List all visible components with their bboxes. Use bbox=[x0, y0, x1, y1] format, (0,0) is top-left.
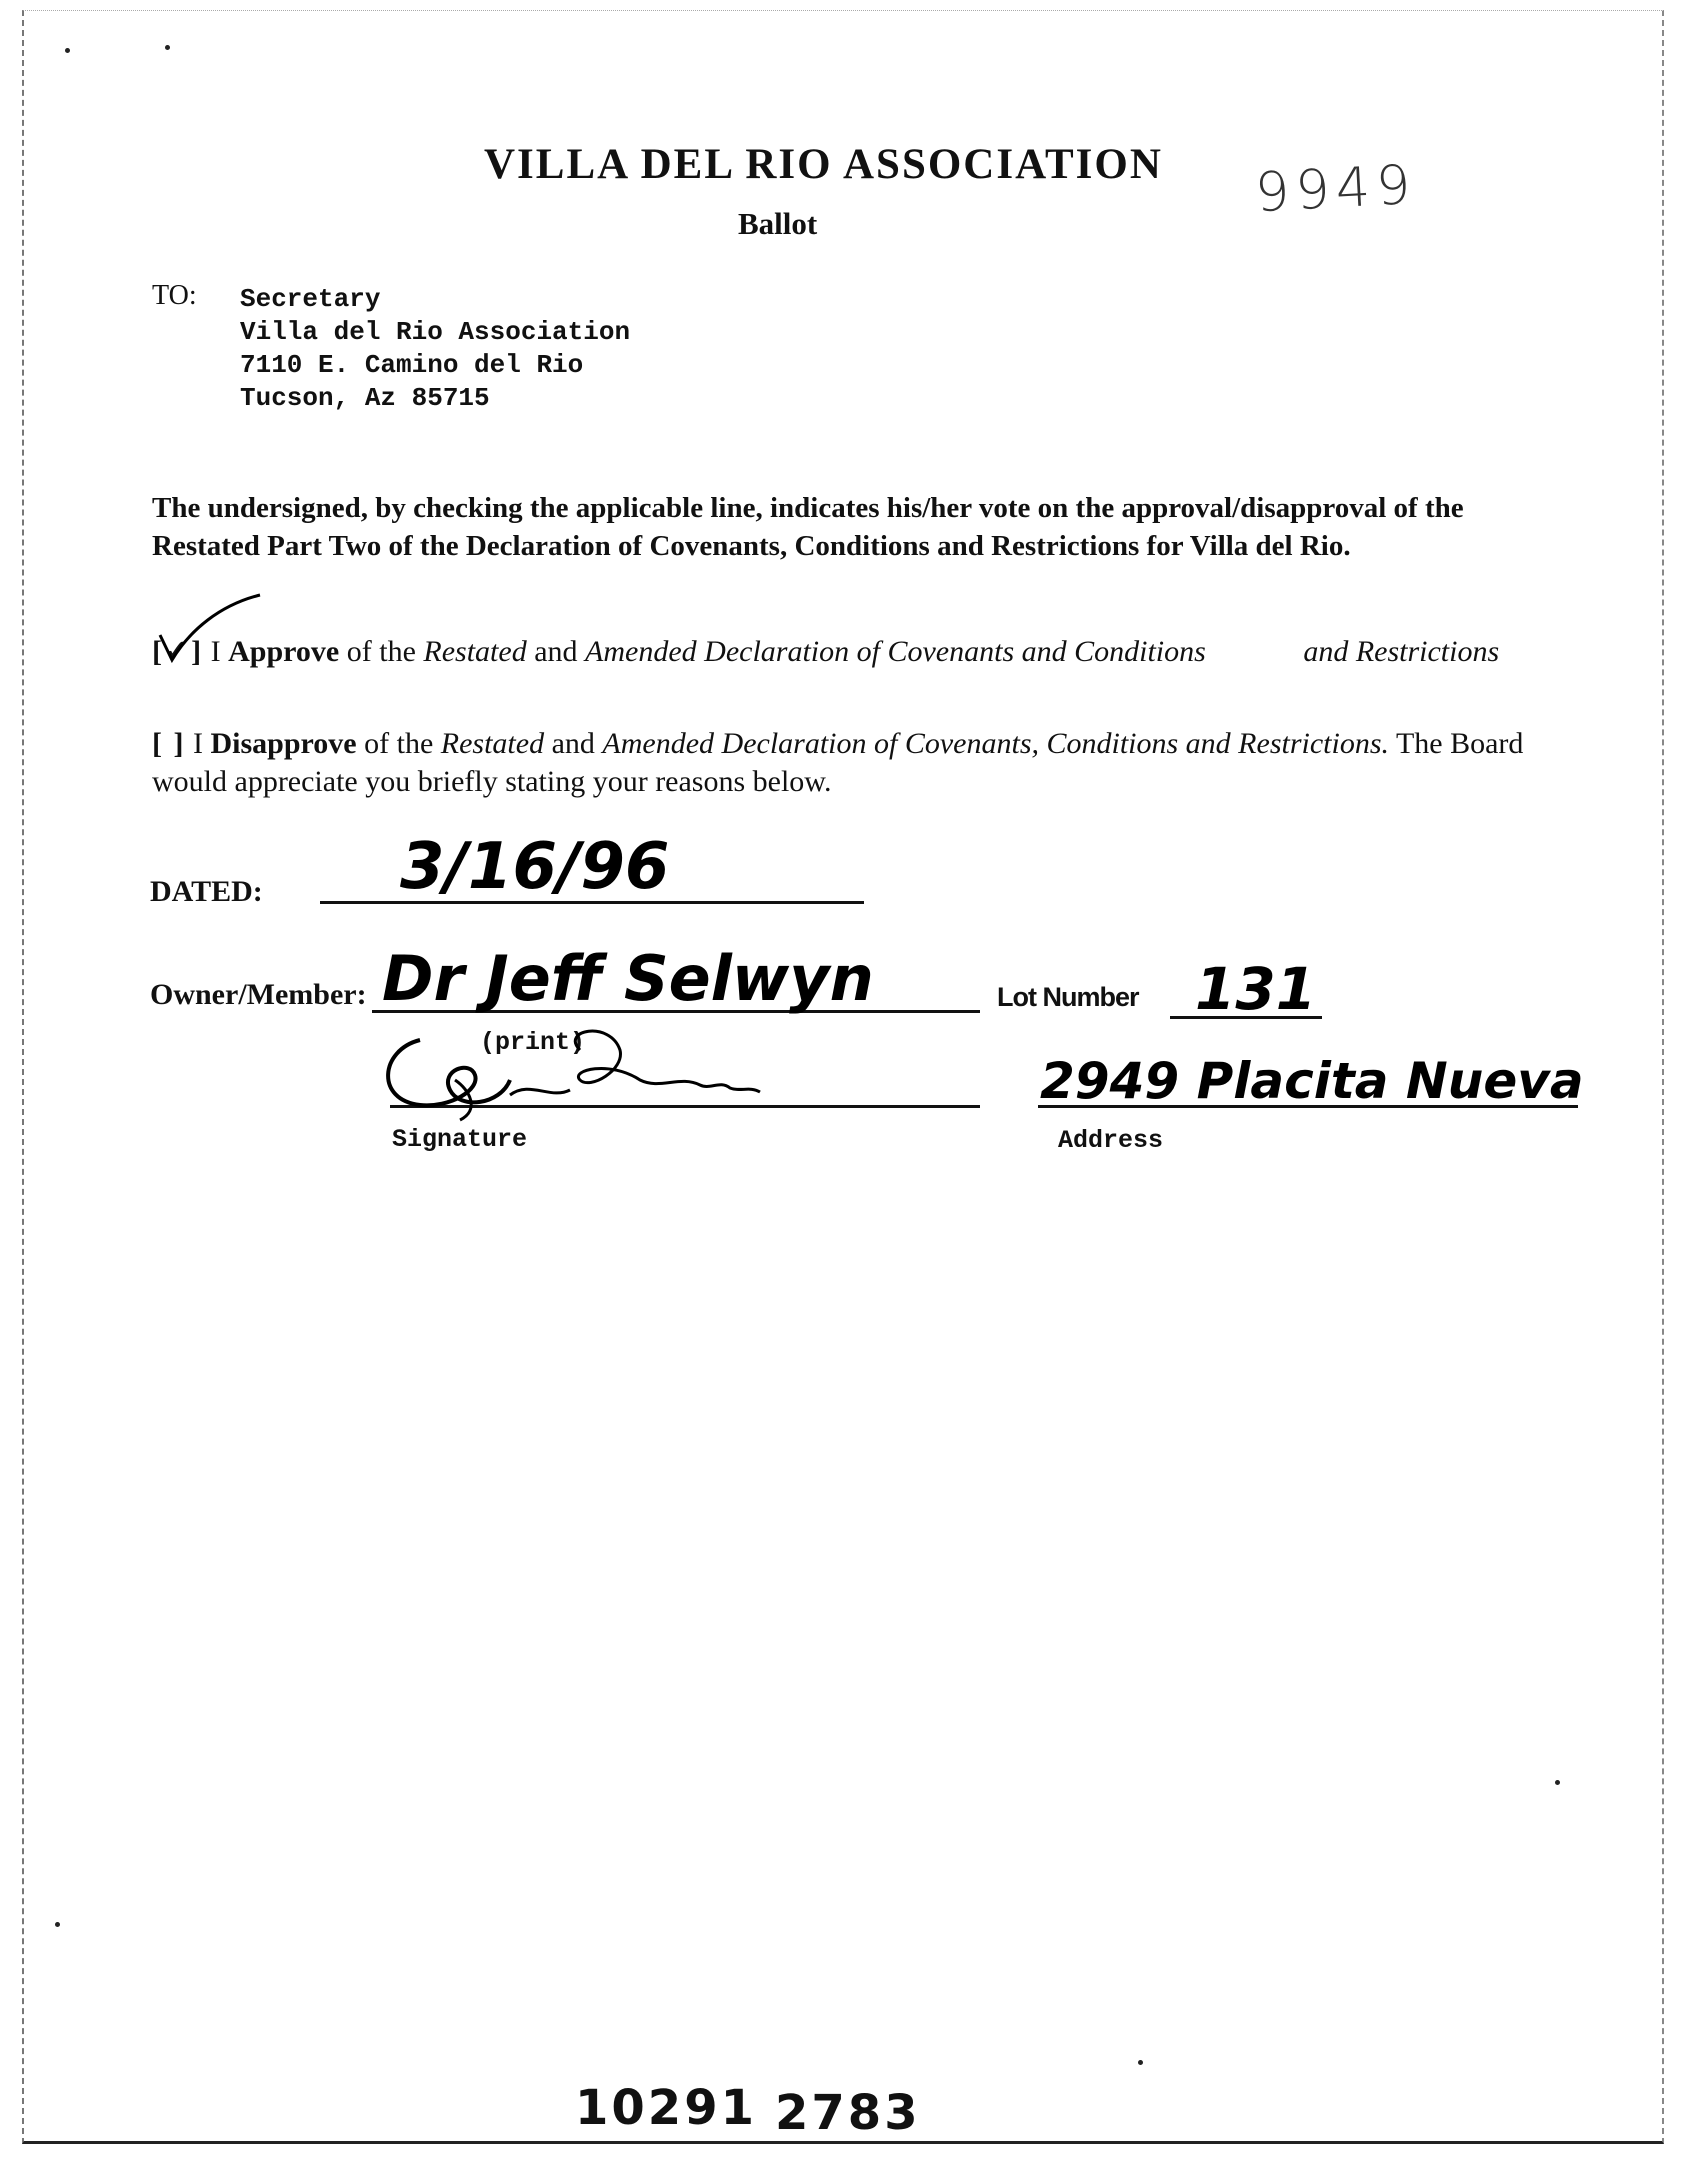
address-label: Address bbox=[1058, 1126, 1164, 1155]
approve-restated: Restated bbox=[423, 635, 527, 668]
scan-speck bbox=[1138, 2060, 1143, 2065]
recipient-line: 7110 E. Camino del Rio bbox=[240, 350, 584, 380]
lot-number-label: Lot Number bbox=[997, 982, 1139, 1012]
handwritten-stamp-number: 9949 bbox=[1253, 152, 1418, 225]
approve-checkbox[interactable]: [✓] bbox=[152, 635, 204, 668]
approve-pronoun: I bbox=[210, 635, 221, 668]
recipient-address bbox=[240, 283, 630, 415]
to-label: TO: bbox=[152, 280, 197, 311]
address-value[interactable]: 2949 Placita Nueva bbox=[1040, 1052, 1584, 1110]
dated-value[interactable]: 3/16/96 bbox=[400, 830, 670, 904]
lot-number-value[interactable]: 131 bbox=[1195, 955, 1317, 1023]
footer-code-left: 10291 bbox=[575, 2080, 757, 2136]
approve-and-2: and bbox=[1303, 635, 1349, 668]
footer-code-right: 2783 bbox=[775, 2085, 921, 2141]
intro-paragraph: The undersigned, by checking the applicable line, indicates his/her vote on the approval/disapproval of the Restated Part Two of the Declaration of Covenants, Conditions and Restrictions for Villa del Rio. bbox=[152, 492, 1464, 562]
disapprove-option[interactable] bbox=[152, 725, 1552, 801]
disapprove-checkbox[interactable]: [ ] bbox=[152, 727, 186, 760]
disapprove-pronoun: I bbox=[192, 727, 203, 760]
disapprove-and: and bbox=[551, 727, 595, 760]
document-subtitle: Ballot bbox=[738, 206, 818, 241]
scan-speck bbox=[55, 1922, 60, 1927]
disapprove-restated: Restated bbox=[440, 727, 545, 760]
owner-label: Owner/Member: bbox=[150, 978, 367, 1011]
print-label: (print) bbox=[480, 1028, 586, 1057]
approve-and: and bbox=[534, 635, 578, 668]
check-mark-icon bbox=[150, 590, 270, 670]
signature-scribble[interactable] bbox=[380, 1020, 840, 1130]
recipient-line: Tucson, Az 85715 bbox=[240, 383, 490, 413]
recipient-line: Villa del Rio Association bbox=[240, 317, 631, 347]
approve-amended: Amended Declaration of Covenants and Conditions bbox=[585, 635, 1206, 668]
disapprove-note: The Board would appreciate you briefly stating your reasons below. bbox=[152, 727, 1524, 798]
approve-restrictions: Restrictions bbox=[1355, 635, 1500, 668]
scan-speck bbox=[165, 45, 170, 50]
approve-of-the: of the bbox=[346, 635, 416, 668]
disapprove-of-the: of the bbox=[364, 727, 434, 760]
disapprove-amended: Amended Declaration of Covenants, Conditions and Restrictions. bbox=[602, 727, 1389, 760]
document-title: VILLA DEL RIO ASSOCIATION bbox=[484, 141, 1163, 188]
dated-label: DATED: bbox=[150, 875, 263, 908]
signature-label: Signature bbox=[392, 1125, 528, 1154]
approve-keyword: Approve bbox=[228, 635, 340, 668]
recipient-line: Secretary bbox=[240, 284, 381, 314]
approve-option[interactable] bbox=[152, 633, 1552, 671]
scan-speck bbox=[65, 48, 70, 53]
owner-value[interactable]: Dr Jeff Selwyn bbox=[382, 942, 874, 1015]
disapprove-keyword: Disapprove bbox=[210, 727, 357, 760]
scan-speck bbox=[1555, 1780, 1560, 1785]
